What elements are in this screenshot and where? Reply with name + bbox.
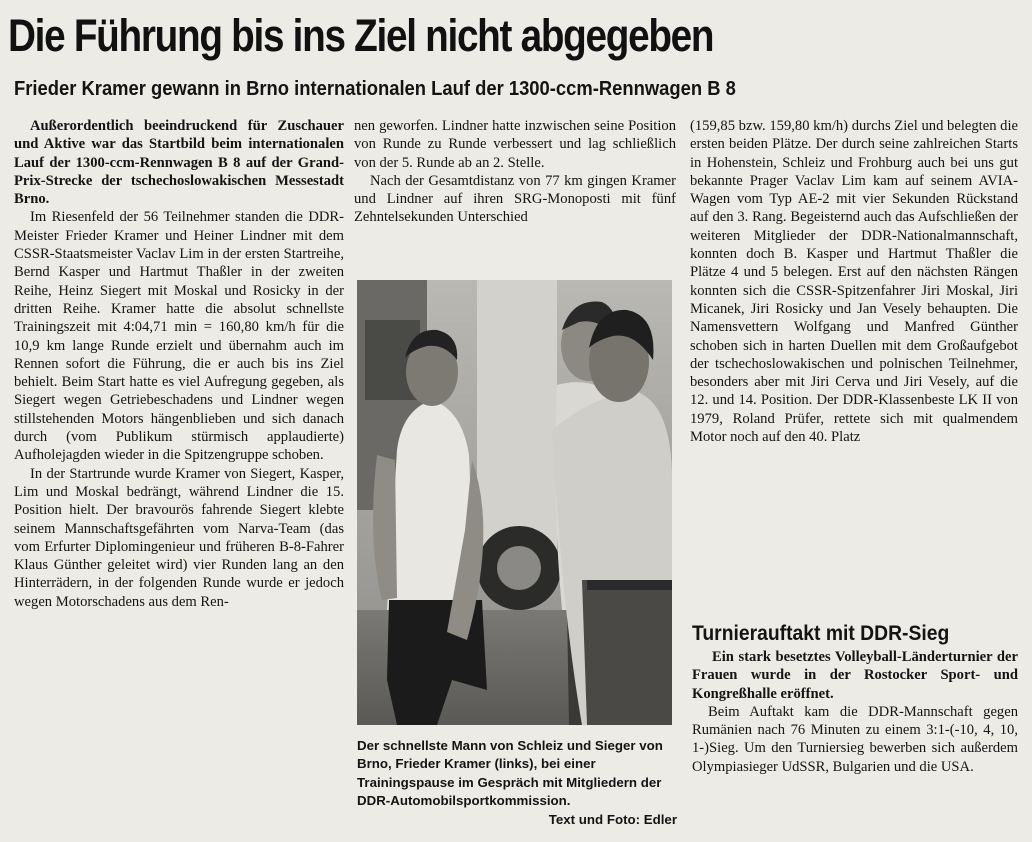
subheadline: Frieder Kramer gewann in Brno internationalen Lauf der 1300-ccm-Rennwagen B 8 [14,78,736,100]
article-paragraph: nen geworfen. Lindner hatte inzwischen seine Position von Runde zu Runde verbessert und lag schließlich von der 5. Runde ab an 2. Stelle. [354,118,676,171]
article-paragraph: Im Riesenfeld der 56 Teilnehmer standen die DDR-Meister Frieder Kramer und Heiner Lindner mit dem CSSR-Staatsmeister Vaclav Lim in der ersten Startreihe, Bernd Kasper und Hartmut Thaßler in der zweiten Reihe, Heinz Siegert mit Moskal und Rosicky in der dritten Reihe. Kramer hatte die absolut schnellste Trainingszeit mit 4:04,71 min = 160,80 km/h für die 10,9 km lange Runde erzielt und übernahm auch im Rennen sofort die Führung, die er auch bis ins Ziel behielt. Beim Start hatte es viel Aufregung gegeben, als Siegert wegen Getriebeschadens und Lindner wegen stillstehenden Motors hängenblieben und sich danach durch (vom Publikum stürmisch applaudierte) Aufholejagden wieder in die Spitzengruppe schoben. [14,209,344,464]
photo-illustration [357,280,672,725]
article-column-1 [14,117,344,611]
photo-credit: Text und Foto: Edler [548,811,677,827]
second-article-headline: Turnierauftakt mit DDR-Sieg [692,622,950,645]
article-paragraph: Nach der Gesamtdistanz von 77 km gingen Kramer und Lindner auf ihren SRG-Monoposti mit fünf Zehntelsekunden Unterschied [354,172,676,226]
article-paragraph: In der Startrunde wurde Kramer von Siegert, Kasper, Lim und Moskal bedrängt, während Lindner die 15. Position hielt. Der bravourös fahrende Siegert klebte seinem Mannschaftsgefährten vom Narva-Team (das vom Erfurter Diplomingenieur und früheren B-8-Fahrer Klaus Günther geleitet wird) vier Runden lang an den Hinterrädern, in der folgenden Runde wurde er jedoch wegen Motorschadens aus dem Ren- [14,465,344,610]
article-column-2 [354,117,676,227]
second-article [692,648,1018,776]
second-article-body: Beim Auftakt kam die DDR-Mannschaft gegen Rumänien nach 76 Minuten zu einem 3:1-(-10, 4, 10, 1-)Sieg. Um den Turniersieg bewerben sich außerdem Olympiasieger UdSSR, Bulgarien und die USA. [692,703,1018,775]
article-paragraph: (159,85 bzw. 159,80 km/h) durchs Ziel und belegten die ersten beiden Plätze. Der durch seine zahlreichen Starts in Hohenstein, Schleiz und Frohburg auch bei uns gut bekannte Prager Vaclav Lim kam auf seinem AVIA-Wagen vom Typ AE-2 mit vier Sekunden Rückstand auf den 3. Rang. Begeisternd auch das Aufschließen der weiteren Mitglieder der DDR-Nationalmannschaft, konnten doch B. Kasper und Hartmut Thaßler die Plätze 4 und 5 belegen. Erst auf den nächsten Rängen konnten sich die CSSR-Spitzenfahrer Jiri Moskal, Jiri Micanek, Jiri Rosicky und Jan Vesely behaupten. Die Namensvettern Wolfgang und Manfred Günther schoben sich in harten Duellen mit dem Großaufgebot der tschechoslowakischen und polnischen Teilnehmer, besonders aber mit Jiri Cerva und Jiri Vesely, auf die 12. und 14. Position. Der DDR-Klassenbeste LK II von 1979, Roland Prüfer, rettete sich mit qualmendem Motor noch auf den 40. Platz [690,118,1018,446]
article-lead: Außerordentlich beeindruckend für Zuschauer und Aktive war das Startbild beim internationalen Lauf der 1300-ccm-Rennwagen B 8 auf der Grand-Prix-Strecke der tschechoslowakischen Messestadt Brno. [14,118,344,208]
article-column-3 [690,117,1018,446]
second-article-lead: Ein stark besetztes Volleyball-Länderturnier der Frauen wurde in der Rostocker Sport- und Kongreßhalle eröffnet. [692,649,1018,702]
photo-caption [357,737,677,829]
news-photo [357,280,672,725]
caption-text: Der schnellste Mann von Schleiz und Sieger von Brno, Frieder Kramer (links), bei einer Trainingspause im Gespräch mit Mitgliedern der DDR-Automobilsportkommission. [357,738,663,809]
headline: Die Führung bis ins Ziel nicht abgegeben [8,10,714,61]
